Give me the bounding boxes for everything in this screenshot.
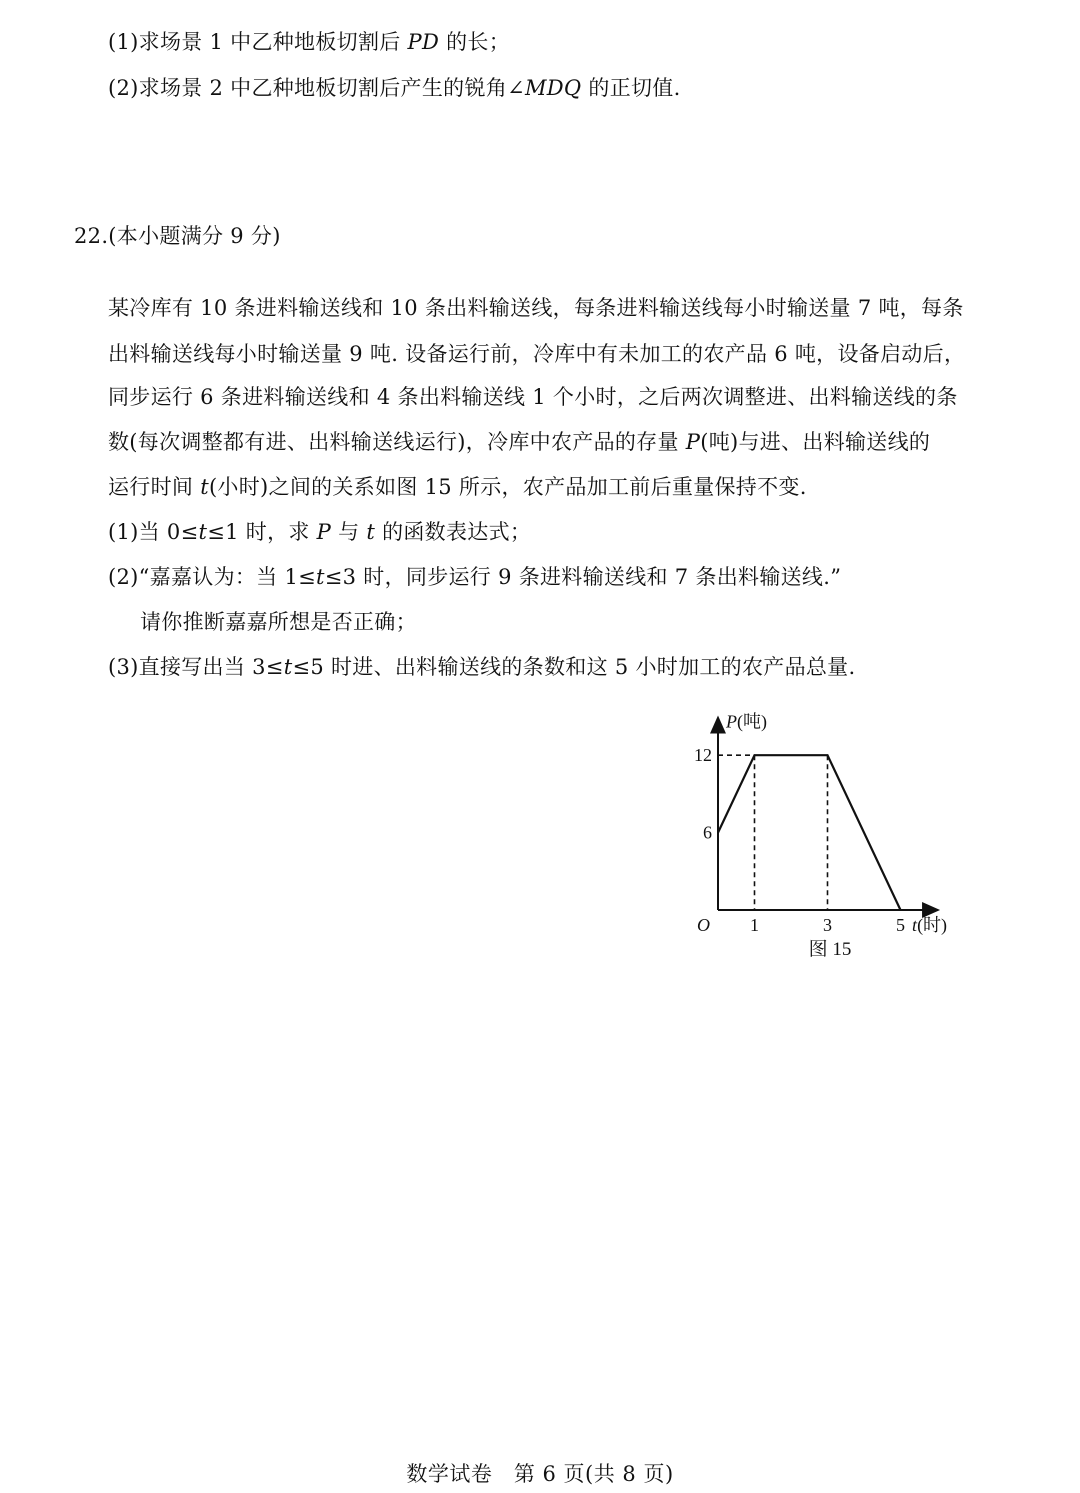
- p-t-graph: [680, 695, 980, 975]
- figure-15: [680, 695, 980, 975]
- x-axis-label: t(时): [912, 915, 948, 935]
- x-tick-label-1: 1: [750, 915, 759, 935]
- y-tick-label-12: 12: [694, 745, 712, 766]
- q22-subq-2: (2)“嘉嘉认为：当 1≤t≤3 时，同步运行 9 条进料输送线和 7 条出料输送线.”: [108, 565, 842, 589]
- q22-para-line-1: 某冷库有 10 条进料输送线和 10 条出料输送线，每条进料输送线每小时输送量 7 吨，每条: [108, 296, 964, 320]
- page-footer: 数学试卷 第 6 页(共 8 页): [406, 1462, 674, 1486]
- q22-para-line-5: 运行时间 t(小时)之间的关系如图 15 所示，农产品加工前后重量保持不变.: [108, 475, 807, 499]
- x-tick-label-5: 5: [896, 915, 905, 935]
- figure-caption: 图 15: [808, 939, 852, 960]
- q22-subq-3: (3)直接写出当 3≤t≤5 时进、出料输送线的条数和这 5 小时加工的农产品总量.: [108, 655, 856, 679]
- y-axis-label: P(吨): [726, 711, 767, 732]
- q21-part2: (2)求场景 2 中乙种地板切割后产生的锐角∠MDQ 的正切值.: [108, 76, 681, 100]
- origin-label: O: [697, 915, 710, 935]
- q21-part1: (1)求场景 1 中乙种地板切割后 PD 的长；: [108, 30, 510, 54]
- q22-header: 22.(本小题满分 9 分): [74, 224, 281, 248]
- q22-subq-1: (1)当 0≤t≤1 时，求 P 与 t 的函数表达式；: [108, 520, 532, 544]
- y-tick-label-6: 6: [703, 822, 712, 843]
- q22-para-line-3: 同步运行 6 条进料输送线和 4 条出料输送线 1 个小时，之后两次调整进、出料输送线的条: [108, 385, 958, 409]
- series-line: [718, 755, 901, 910]
- x-tick-label-3: 3: [823, 915, 832, 935]
- q22-para-line-4: 数(每次调整都有进、出料输送线运行)，冷库中农产品的存量 P(吨)与进、出料输送线的: [108, 430, 931, 454]
- q22-para-line-2: 出料输送线每小时输送量 9 吨. 设备运行前，冷库中有未加工的农产品 6 吨，设备启动后，: [108, 342, 966, 366]
- q22-subq-2-prompt: 请你推断嘉嘉所想是否正确；: [140, 610, 417, 634]
